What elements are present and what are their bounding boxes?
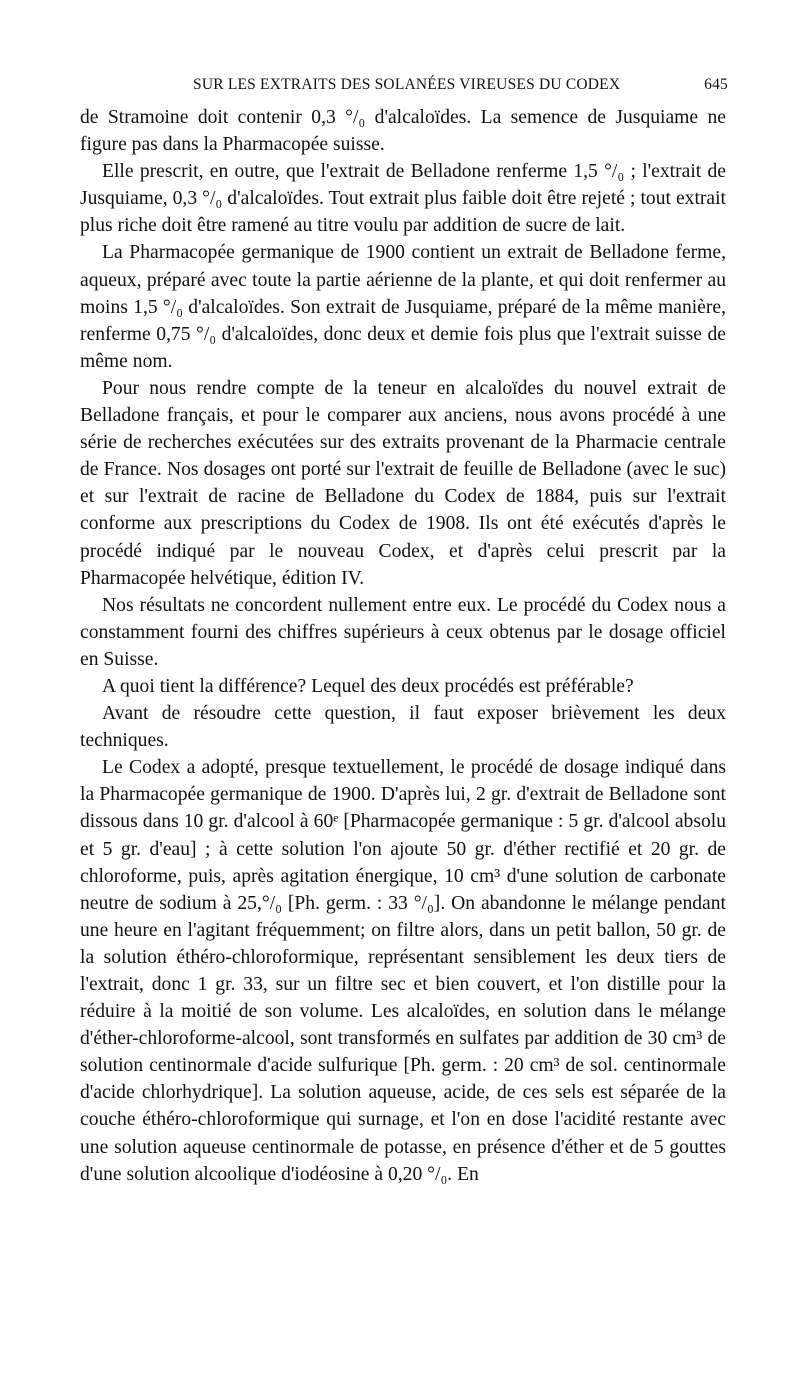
paragraph: Pour nous rendre compte de la teneur en alcaloïdes du nouvel extrait de Belladone français, et pour le comparer aux anciens, nous avons procédé à une série de recherches exécutées sur des extraits provenant de la Pharmacie centrale de France. Nos dosages ont porté sur l'extrait de feuille de Belladone (avec le suc) et sur l'extrait de racine de Belladone du Codex de 1884, puis sur l'extrait conforme aux prescriptions du Codex de 1908. Ils ont été exécutés d'après le procédé indiqué par le nouveau Codex, et d'après celui prescrit par la Pharmacopée helvétique, édition IV.: [80, 377, 726, 589]
paragraph: Avant de résoudre cette question, il faut exposer brièvement les deux techniques.: [80, 703, 726, 752]
paragraph: La Pharmacopée germanique de 1900 contient un extrait de Belladone ferme, aqueux, préparé avec toute la partie aérienne de la plante, et qui doit renfermer au moins 1,5 °/₀ d'alcaloïdes. Son extrait de Jusquiame, préparé de la même manière, renferme 0,75 °/₀ d'alcaloïdes, donc deux et demie fois plus que l'extrait suisse de même nom.: [80, 242, 726, 372]
running-header: [80, 76, 726, 104]
running-title: SUR LES EXTRAITS DES SOLANÉES VIREUSES DU CODEX: [193, 76, 621, 93]
paragraph: de Stramoine doit contenir 0,3 °/₀ d'alcaloïdes. La semence de Jusquiame ne figure pas dans la Pharmacopée suisse.: [80, 107, 726, 156]
page-number: 645: [704, 76, 728, 93]
paragraph: A quoi tient la différence? Lequel des deux procédés est préférable?: [102, 675, 634, 697]
paragraph: Le Codex a adopté, presque textuellement, le procédé de dosage indiqué dans la Pharmacopée germanique de 1900. D'après lui, 2 gr. d'extrait de Belladone sont dissous dans 10 gr. d'alcool à 60ᵉ [Pharmacopée germanique : 5 gr. d'alcool absolu et 5 gr. d'eau] ; à cette solution l'on ajoute 50 gr. d'éther rectifié et 20 gr. de chloroforme, puis, après agitation énergique, 10 cm³ d'une solution de carbonate neutre de sodium à 25,°/₀ [Ph. germ. : 33 °/₀]. On abandonne le mélange pendant une heure en l'agitant fréquemment; on filtre alors, dans un petit ballon, 50 gr. de la solution éthéro-chloroformique, représentant sensiblement les deux tiers de l'extrait, donc 1 gr. 33, sur un filtre sec et bien couvert, et l'on distille pour la réduire à la moitié de son volume. Les alcaloïdes, en solution dans le mélange d'éther-chloroforme-alcool, sont transformés en sulfates par addition de 30 cm³ de solution centinormale d'acide sulfurique [Ph. germ. : 20 cm³ de sol. centinormale d'acide chlorhydrique]. La solution aqueuse, acide, de ces sels est séparée de la couche éthéro-chloroformique qui surnage, et l'on en dose l'acidité restante avec une solution aqueuse centinormale de potasse, en présence d'éther et de 5 gouttes d'une solution alcoolique d'iodéosine à 0,20 °/₀. En: [80, 757, 726, 1185]
body-text: [80, 104, 726, 1188]
paragraph: Nos résultats ne concordent nullement entre eux. Le procédé du Codex nous a constamment fourni des chiffres supérieurs à ceux obtenus par le dosage officiel en Suisse.: [80, 594, 726, 670]
paragraph: Elle prescrit, en outre, que l'extrait de Belladone renferme 1,5 °/₀ ; l'extrait de Jusquiame, 0,3 °/₀ d'alcaloïdes. Tout extrait plus faible doit être rejeté ; tout extrait plus riche doit être ramené au titre voulu par addition de sucre de lait.: [80, 161, 726, 237]
page: [80, 76, 726, 1188]
